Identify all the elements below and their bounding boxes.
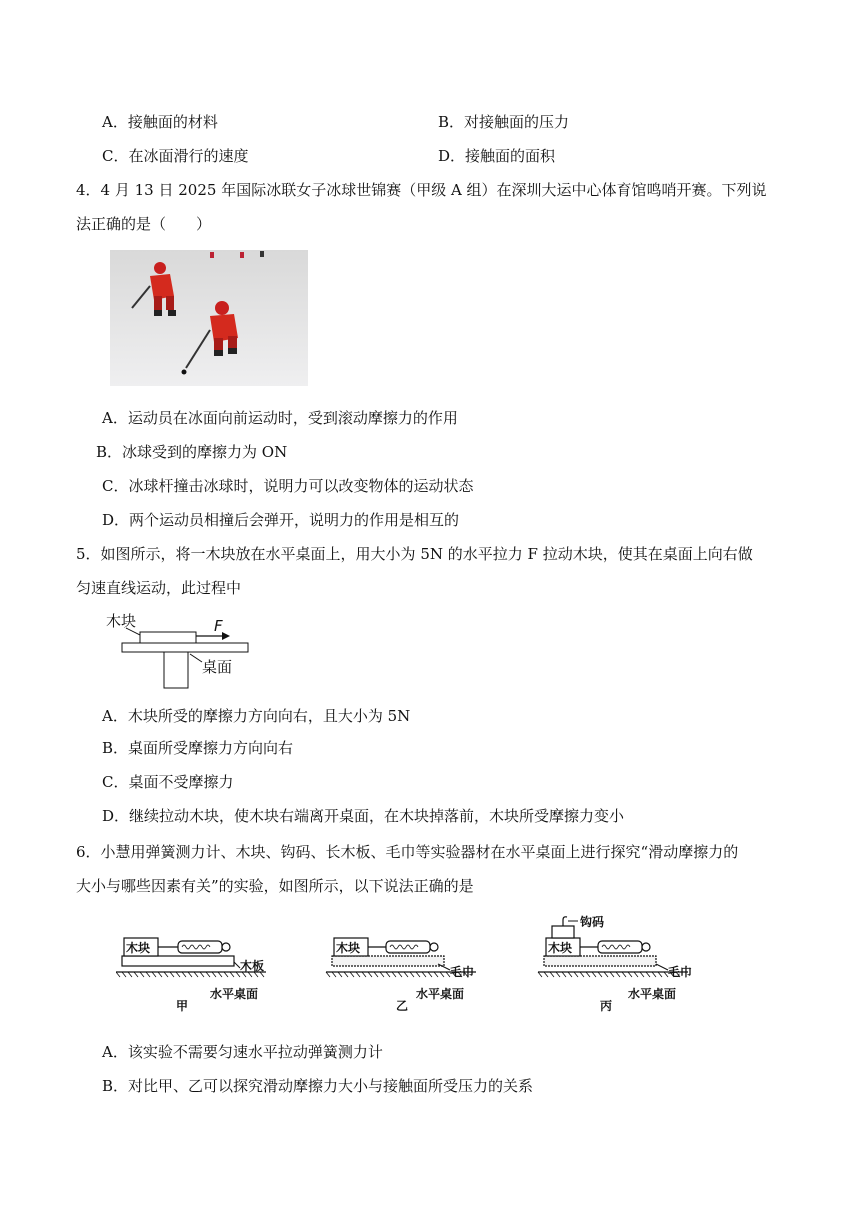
towel-label-bing: 毛巾 [668,965,693,979]
q4-option-d: D．两个运动员相撞后会弹开，说明力的作用是相互的 [102,511,460,529]
q5-option-c: C．桌面不受摩擦力 [102,773,234,791]
spring-scale-bing [598,941,642,953]
board-label: 木板 [240,959,265,973]
q3-option-a: A．接触面的材料 [102,113,218,131]
setup-bing [538,914,692,1013]
block-label-bing: 木块 [548,941,573,955]
desk-label-jia: 水平桌面 [210,987,259,1001]
q4-stem-line2: 法正确的是（ ） [76,215,212,233]
q6-friction-experiment-diagram [116,912,716,1024]
q5-option-b: B．桌面所受摩擦力方向向右 [102,739,294,757]
q3-option-b: B．对接触面的压力 [438,113,570,131]
weight-label: 钩码 [580,915,605,929]
q5-option-a: A．木块所受的摩擦力方向向右，且大小为 5N [102,707,411,725]
force-arrowhead [222,632,230,640]
block-label-jia: 木块 [126,941,151,955]
towel-yi [332,956,444,966]
towel-bing [544,956,656,966]
weight-hook [563,917,567,926]
q6-stem-line1: 6．小慧用弹簧测力计、木块、钩码、长木板、毛巾等实验器材在水平桌面上进行探究“滑动摩擦力的 [76,843,739,861]
q5-option-d: D．继续拉动木块，使木块右端离开桌面，在木块掉落前，木块所受摩擦力变小 [102,807,625,825]
q6-option-b: B．对比甲、乙可以探究滑动摩擦力大小与接触面所受压力的关系 [102,1077,534,1095]
q5-block-label: 木块 [106,612,137,630]
q4-option-b: B．冰球受到的摩擦力为 ON [96,443,288,461]
q4-option-a: A．运动员在冰面向前运动时，受到滚动摩擦力的作用 [102,409,458,427]
q5-block-table-diagram [104,606,264,690]
label-jia: 甲 [176,999,189,1013]
block-label-yi: 木块 [336,941,361,955]
q4-option-c: C．冰球杆撞击冰球时，说明力可以改变物体的运动状态 [102,477,474,495]
towel-label-yi: 毛巾 [450,965,475,979]
desk-label-yi: 水平桌面 [416,987,465,1001]
long-board [122,956,234,966]
wooden-block [140,632,196,643]
spring-scale-yi [386,941,430,953]
label-bing: 丙 [600,999,613,1013]
table-top [122,643,248,652]
q5-stem-line2: 匀速直线运动，此过程中 [76,579,242,597]
q4-hockey-photo [110,250,308,386]
spring-scale-jia [178,941,222,953]
setup-yi [326,938,476,1013]
q5-force-label: F [214,617,223,635]
q6-option-a: A．该实验不需要匀速水平拉动弹簧测力计 [102,1043,383,1061]
q6-stem-line2: 大小与哪些因素有关”的实验，如图所示，以下说法正确的是 [76,877,474,895]
q5-table-label: 桌面 [202,658,233,676]
q4-stem-line1: 4．4 月 13 日 2025 年国际冰联女子冰球世锦赛（甲级 A 组）在深圳大运中心体育馆鸣哨开赛。下列说 [76,181,767,199]
label-yi: 乙 [396,999,409,1013]
desk-label-bing: 水平桌面 [628,987,677,1001]
table-leg [164,652,188,688]
q3-option-d: D．接触面的面积 [438,147,556,165]
q5-stem-line1: 5．如图所示，将一木块放在水平桌面上，用大小为 5N 的水平拉力 F 拉动木块，使其在桌面上向右做 [76,545,753,563]
q3-option-c: C．在冰面滑行的速度 [102,147,249,165]
weight [552,926,574,938]
setup-jia [116,938,266,1013]
